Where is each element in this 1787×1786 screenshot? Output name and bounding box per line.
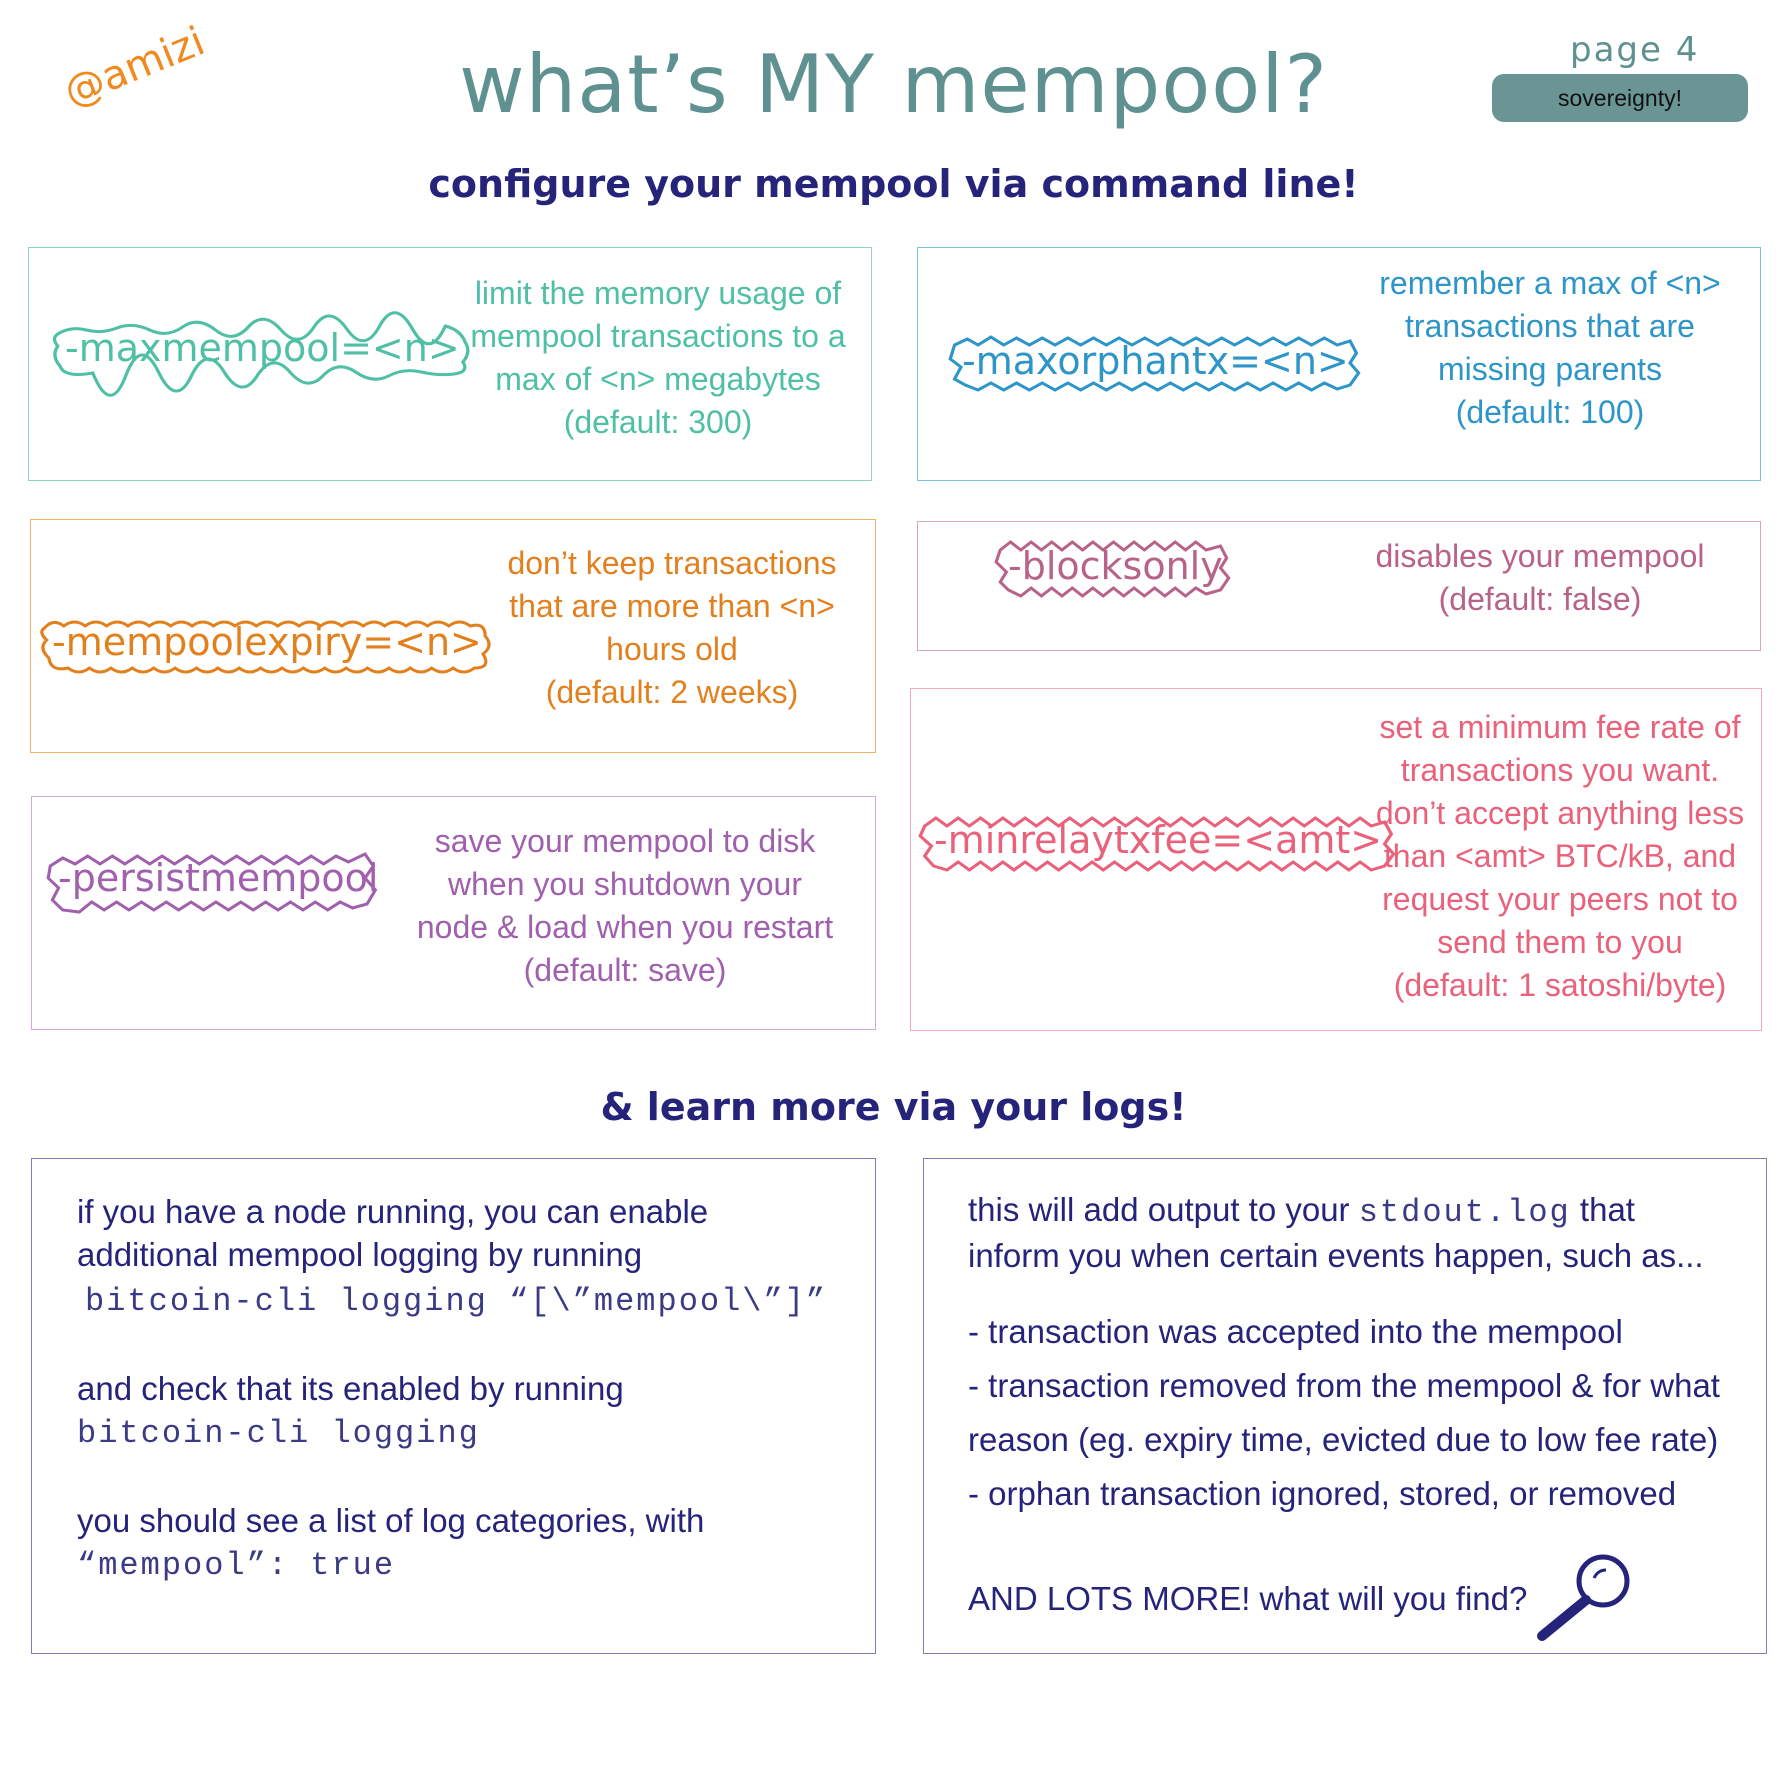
event-item: - transaction was accepted into the mempool: [968, 1313, 1623, 1350]
flag-mempoolexpiry: [42, 620, 492, 664]
flag-text: -blocksonly: [1008, 544, 1223, 588]
option-description-blocksonly: disables your mempool (default: false): [1375, 538, 1705, 617]
stdout-log-filename: stdout.log: [1358, 1194, 1571, 1231]
logs-para-categories: you should see a list of log categories, with: [77, 1502, 705, 1539]
command-expected-output: “mempool”: true: [77, 1547, 396, 1584]
topic-badge: sovereignty!: [1492, 74, 1748, 122]
command-check-logging: bitcoin-cli logging: [77, 1415, 480, 1452]
flag-text: -maxorphantx=<n>: [962, 339, 1349, 383]
flag-maxmempool: [55, 326, 470, 370]
option-description-maxorphantx: remember a max of <n> transactions that are missing parents (default: 100): [1379, 265, 1721, 430]
flag-maxorphantx: [952, 339, 1359, 383]
logs-events: [968, 1188, 1758, 1620]
logs-instructions: [77, 1190, 867, 1587]
author-handle: @amizi: [57, 18, 212, 116]
event-item: - orphan transaction ignored, stored, or removed: [968, 1475, 1677, 1512]
flag-text: -maxmempool=<n>: [65, 326, 460, 370]
page-number: page 4: [1570, 30, 1700, 70]
logs-intro-line1: this will add output to your stdout.log that: [968, 1191, 1635, 1231]
option-description-mempoolexpiry: don’t keep transactions that are more than <n> hours old (default: 2 weeks): [507, 545, 837, 710]
section-heading-configure: configure your mempool via command line!: [428, 162, 1359, 206]
logs-intro-line2: inform you when certain events happen, such as...: [968, 1237, 1704, 1274]
magnifying-glass-icon: [1528, 1548, 1638, 1648]
logs-outro: AND LOTS MORE! what will you find?: [968, 1580, 1528, 1617]
flag-persistmempool: [48, 856, 388, 900]
command-enable-logging: bitcoin-cli logging “[\”mempool\”]”: [85, 1283, 828, 1320]
flag-minrelaytxfee: [924, 818, 1392, 862]
logs-para-enable-line1: if you have a node running, you can enable: [77, 1193, 709, 1230]
flag-text: -persistmempool: [58, 856, 379, 900]
section-heading-logs: & learn more via your logs!: [600, 1085, 1187, 1129]
flag-text: -mempoolexpiry=<n>: [52, 620, 482, 664]
flag-text: -minrelaytxfee=<amt>: [934, 818, 1383, 862]
page-title: what’s MY mempool?: [459, 38, 1328, 131]
logs-para-enable-line2: additional mempool logging by running: [77, 1236, 643, 1273]
logs-para-check: and check that its enabled by running: [77, 1370, 624, 1407]
flag-blocksonly: [998, 544, 1233, 588]
option-description-maxmempool: limit the memory usage of mempool transactions to a max of <n> megabytes (default: 300): [470, 275, 846, 440]
event-item: - transaction removed from the mempool & for what: [968, 1367, 1720, 1404]
option-description-minrelaytxfee: set a minimum fee rate of transactions you want. don’t accept anything less than <amt> BTC/kB, and request your peers not to send them to you (default: 1 satoshi/byte): [1375, 709, 1745, 1003]
option-description-persistmempool: save your mempool to disk when you shutdown your node & load when you restart (default: save): [416, 823, 834, 988]
event-item: reason (eg. expiry time, evicted due to low fee rate): [968, 1421, 1719, 1458]
